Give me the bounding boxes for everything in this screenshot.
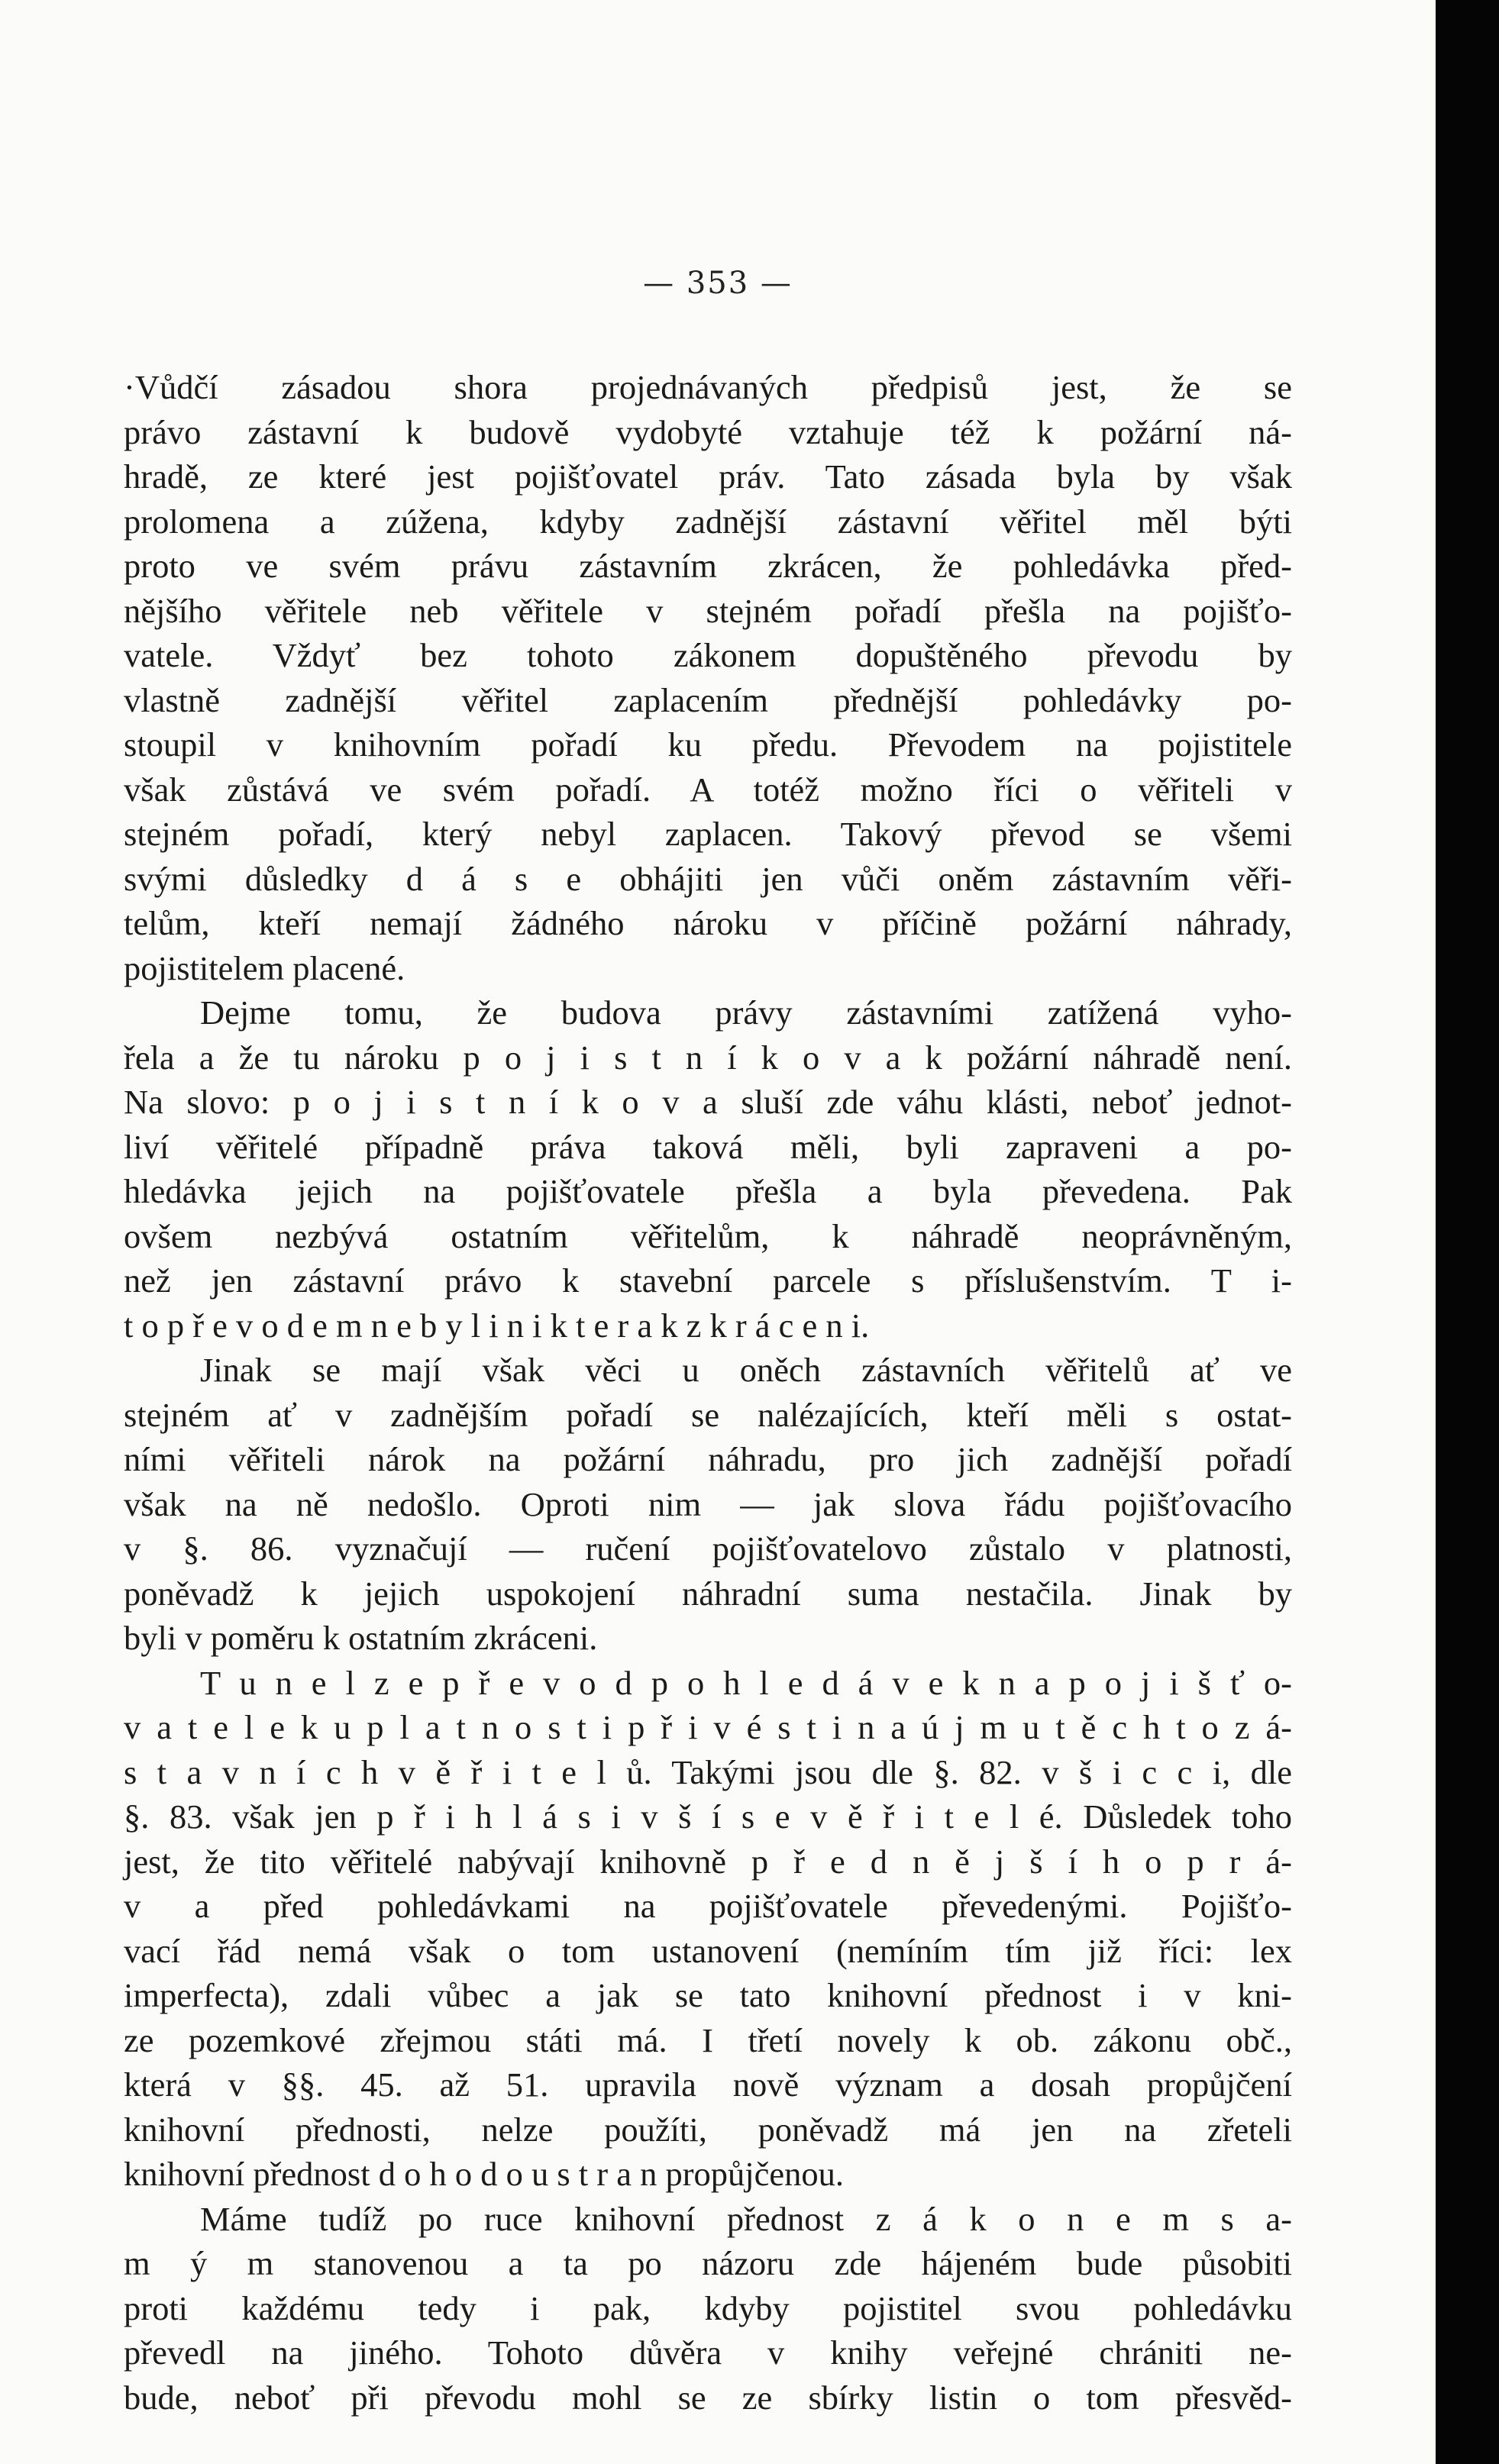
text-line: bude, neboť při převodu mohl se ze sbírky listin o tom přesvěd- bbox=[124, 2378, 1292, 2417]
text-line: proti každému tedy i pak, kdyby pojistitel svou pohledávku bbox=[124, 2288, 1292, 2327]
text-line: v §. 86. vyznačují — ručení pojišťovatelovo zůstalo v platnosti, bbox=[124, 1529, 1292, 1568]
text-line: imperfecta), zdali vůbec a jak se tato knihovní přednost i v kni- bbox=[124, 1976, 1292, 2014]
text-line: pojistitelem placené. bbox=[124, 948, 405, 987]
text-line: t o p ř e v o d e m n e b y l i n i k t e r a k z k r á c e n i. bbox=[124, 1306, 870, 1345]
text-line: prolomena a zúžena, kdyby zadnější zástavní věřitel měl býti bbox=[124, 502, 1292, 541]
text-line: vací řád nemá však o tom ustanovení (nemíním tím již říci: lex bbox=[124, 1931, 1292, 1970]
text-line: ovšem nezbývá ostatním věřitelům, k náhradě neoprávněným, bbox=[124, 1216, 1292, 1255]
text-line: jest, že tito věřitelé nabývají knihovně p ř e d n ě j š í h o p r á- bbox=[124, 1842, 1292, 1881]
text-line: byli v poměru k ostatním zkráceni. bbox=[124, 1619, 598, 1657]
scan-border bbox=[1436, 0, 1499, 2464]
text-line: stoupil v knihovním pořadí ku předu. Převodem na pojistitele bbox=[124, 725, 1292, 764]
text-line: liví věřitelé případně práva taková měli, byli zapraveni a po- bbox=[124, 1127, 1292, 1166]
text-line: stejném pořadí, který nebyl zaplacen. Takový převod se všemi bbox=[124, 815, 1292, 853]
text-line: Máme tudíž po ruce knihovní přednost z á k o n e m s a- bbox=[200, 2199, 1292, 2238]
text-line: knihovní přednost d o h o d o u s t r a n propůjčenou. bbox=[124, 2155, 845, 2193]
text-line: knihovní přednosti, nelze použíti, poněvadž má jen na zřeteli bbox=[124, 2110, 1292, 2149]
text-line: stejném ať v zadnějším pořadí se nalézajících, kteří měli s ostat- bbox=[124, 1395, 1292, 1434]
text-line: převedl na jiného. Tohoto důvěra v knihy veřejné chrániti ne- bbox=[124, 2333, 1292, 2372]
text-line: §. 83. však jen p ř i h l á s i v š í s e v ě ř i t e l é. Důsledek toho bbox=[124, 1797, 1292, 1836]
text-line: vlastně zadnější věřitel zaplacením přednější pohledávky po- bbox=[124, 680, 1292, 719]
text-line: hledávka jejich na pojišťovatele přešla a byla převedena. Pak bbox=[124, 1172, 1292, 1210]
text-line: hradě, ze které jest pojišťovatel práv. Tato zásada byla by však bbox=[124, 457, 1292, 496]
body-text bbox=[124, 365, 1292, 2420]
text-line: s t a v n í c h v ě ř i t e l ů. Takými jsou dle §. 82. v š i c c i, dle bbox=[124, 1752, 1292, 1791]
text-line: v a před pohledávkami na pojišťovatele převedenými. Pojišťo- bbox=[124, 1887, 1292, 1925]
text-line: ·Vůdčí zásadou shora projednávaných předpisů jest, že se bbox=[124, 368, 1292, 406]
text-line: však zůstává ve svém pořadí. A totéž možno říci o věřiteli v bbox=[124, 770, 1292, 809]
text-line: proto ve svém právu zástavním zkrácen, že pohledávka před- bbox=[124, 547, 1292, 585]
text-line: ními věřiteli nárok na požární náhradu, pro jich zadnější pořadí bbox=[124, 1440, 1292, 1478]
text-line: která v §§. 45. až 51. upravila nově význam a dosah propůjčení bbox=[124, 2065, 1292, 2104]
text-line: Jinak se mají však věci u oněch zástavních věřitelů ať ve bbox=[200, 1351, 1292, 1389]
text-line: vatele. Vždyť bez tohoto zákonem dopuštěného převodu by bbox=[124, 636, 1292, 674]
text-line: telům, kteří nemají žádného nároku v příčině požární náhrady, bbox=[124, 904, 1292, 942]
text-line: ze pozemkové zřejmou státi má. I třetí novely k ob. zákonu obč., bbox=[124, 2020, 1292, 2059]
page-number: — 353 — bbox=[643, 266, 793, 301]
text-line: Na slovo: p o j i s t n í k o v a sluší zde váhu klásti, neboť jednot- bbox=[124, 1083, 1292, 1121]
text-line: Dejme tomu, že budova právy zástavními zatížená vyho- bbox=[200, 993, 1292, 1032]
text-line: svými důsledky d á s e obhájiti jen vůči oněm zástavním věři- bbox=[124, 859, 1292, 898]
text-line: v a t e l e k u p l a t n o s t i p ř i v é s t i n a ú j m u t ě c h t o z á- bbox=[124, 1708, 1292, 1746]
text-line: však na ně nedošlo. Oproti nim — jak slova řádu pojišťovacího bbox=[124, 1484, 1292, 1523]
text-line: m ý m stanovenou a ta po názoru zde hájeném bude působiti bbox=[124, 2244, 1292, 2282]
text-line: poněvadž k jejich uspokojení náhradní suma nestačila. Jinak by bbox=[124, 1574, 1292, 1613]
text-line: řela a že tu nároku p o j i s t n í k o v a k požární náhradě není. bbox=[124, 1038, 1292, 1077]
text-line: právo zástavní k budově vydobyté vztahuje též k požární ná- bbox=[124, 412, 1292, 451]
text-line: než jen zástavní právo k stavební parcele s příslušenstvím. T i- bbox=[124, 1261, 1292, 1300]
text-line: T u n e l z e p ř e v o d p o h l e d á v e k n a p o j i š ť o- bbox=[200, 1663, 1292, 1702]
text-line: nějšího věřitele neb věřitele v stejném pořadí přešla na pojišťo- bbox=[124, 591, 1292, 630]
